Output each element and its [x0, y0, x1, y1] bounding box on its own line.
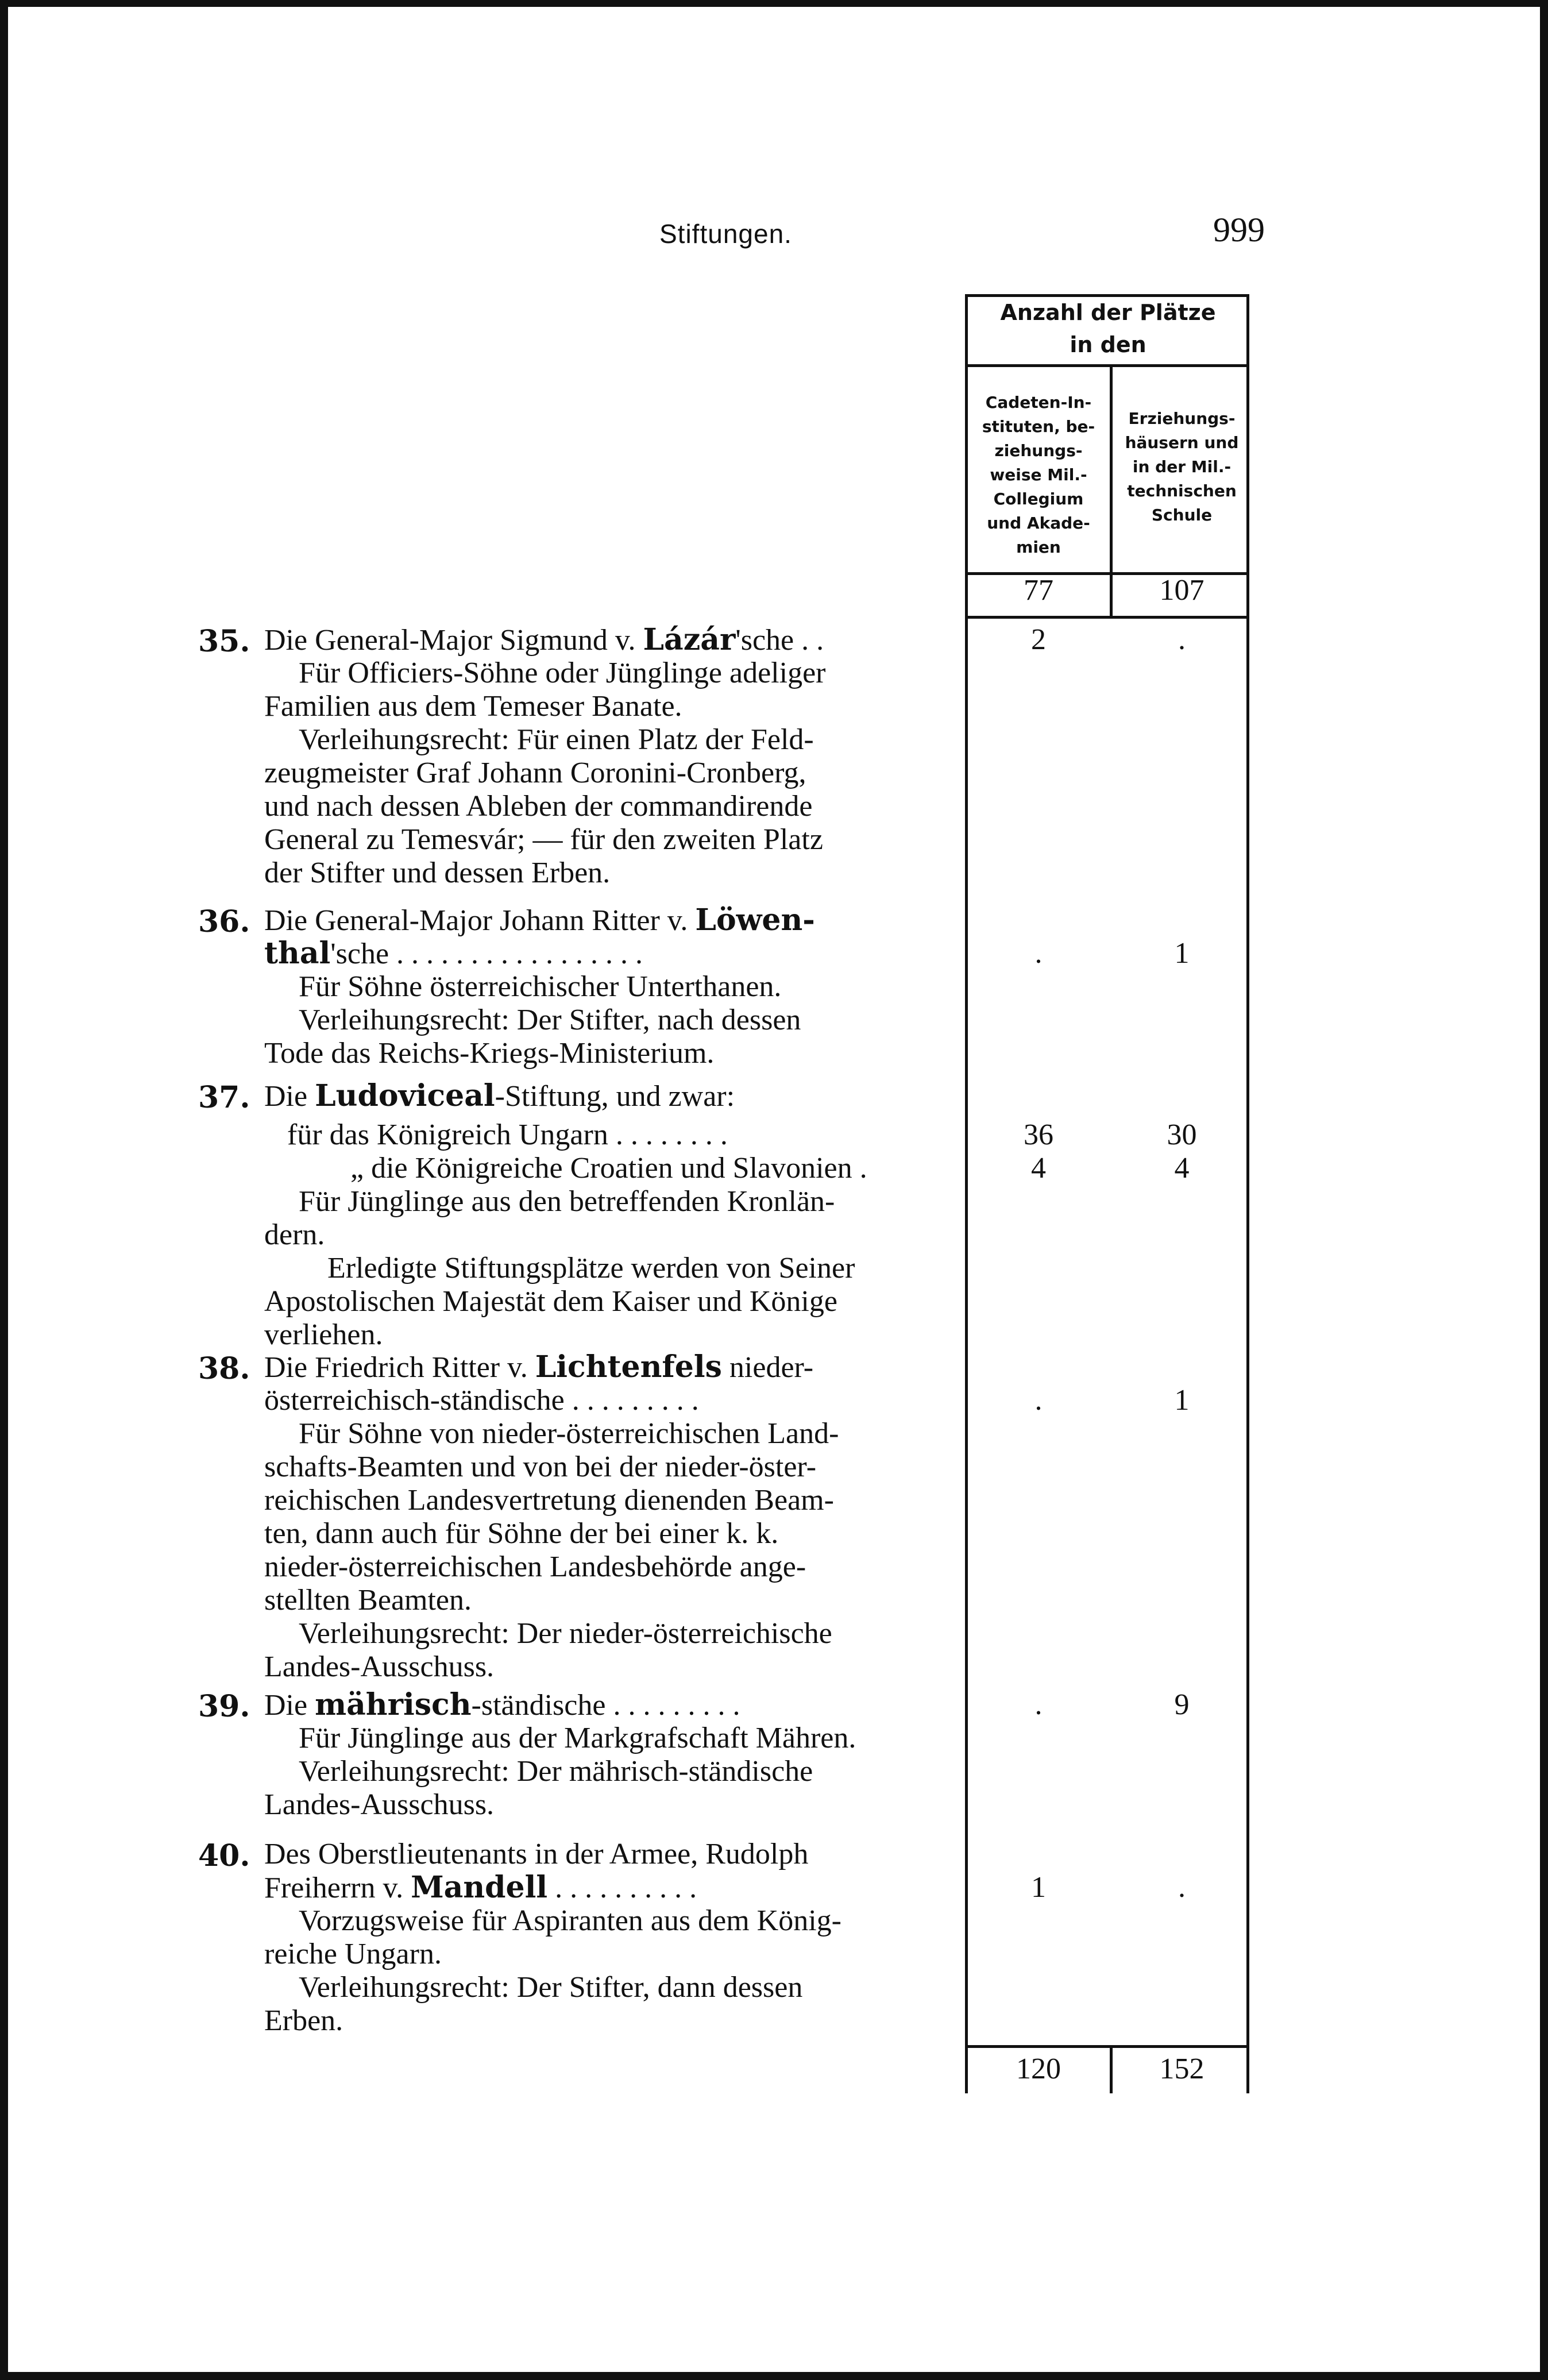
entry-37-line: Für Jünglinge aus den betreffenden Kronlän- [299, 1185, 835, 1218]
entry-37-line: dern. [264, 1218, 325, 1251]
entry-39-title: Die mährisch-ständische . . . . . . . . . [264, 1687, 740, 1722]
entry-39-line: Für Jünglinge aus der Markgrafschaft Mähren. [299, 1722, 856, 1754]
entry-37-line: Apostolischen Majestät dem Kaiser und Könige [264, 1285, 837, 1318]
entry-35-line: Für Officiers-Söhne oder Jünglinge adeliger [299, 657, 826, 689]
entry-40-a: 1 [1031, 1871, 1046, 1904]
entry-38-line: stellten Beamten. [264, 1584, 472, 1617]
entry-36-a: . [1034, 937, 1043, 970]
table-right-rule [1246, 294, 1249, 2093]
entry-38-line: nieder-österreichischen Landesbehörde ange- [264, 1550, 806, 1583]
entry-37-line: Erledigte Stiftungsplätze werden von Seiner [327, 1252, 855, 1284]
entry-36-b: 1 [1174, 937, 1190, 970]
entry-38-line: Verleihungsrecht: Der nieder-österreichische [299, 1617, 832, 1650]
header-rule [965, 364, 1249, 367]
entry-37-row2-a: 4 [1031, 1152, 1046, 1185]
entry-35-a: 2 [1031, 623, 1046, 656]
entry-36-line: Für Söhne österreichischer Unterthanen. [299, 970, 782, 1003]
entry-40-line: reiche Ungarn. [264, 1938, 442, 1970]
entry-38-title-cont: österreichisch-ständische . . . . . . . . . [264, 1384, 699, 1417]
entry-38-line: reichischen Landesvertretung dienenden Beam- [264, 1484, 834, 1517]
entry-40-line: Vorzugsweise für Aspiranten aus dem König- [299, 1904, 841, 1937]
entry-40-b: . [1178, 1871, 1186, 1904]
entry-37-line: verliehen. [264, 1318, 383, 1351]
scan-border-bottom [0, 2372, 1548, 2380]
entry-36-title: Die General-Major Johann Ritter v. Löwen- [264, 902, 815, 938]
table-header-col-b: Erziehungs- häusern und in der Mil.- technischen Schule [1125, 409, 1239, 524]
table-header-col-a: Cadeten-In- stituten, be- ziehungs- weise Mil.- Collegium und Akade- mien [982, 393, 1095, 557]
entry-38-line: ten, dann auch für Söhne der bei einer k. k. [264, 1517, 779, 1550]
totals-rule [965, 2045, 1249, 2048]
entry-number-40: 40. [198, 1838, 250, 1873]
entry-40-title: Des Oberstlieutenants in der Armee, Rudolph [264, 1838, 809, 1870]
entry-39-line: Landes-Ausschuss. [264, 1788, 495, 1821]
entry-38-line: Landes-Ausschuss. [264, 1650, 495, 1683]
scan-border-left [0, 0, 8, 2380]
carry-rule [965, 616, 1249, 619]
entry-37-row-ungarn: für das Königreich Ungarn . . . . . . . . [287, 1118, 728, 1151]
entry-35-line: Familien aus dem Temeser Banate. [264, 690, 682, 723]
entry-35-title: Die General-Major Sigmund v. Lázár'sche . . [264, 622, 824, 657]
carry-b: 107 [1159, 574, 1205, 607]
carry-a: 77 [1024, 574, 1053, 607]
entry-37-row-croatien: „ die Königreiche Croatien und Slavonien . [350, 1152, 867, 1185]
scan-border-top [0, 0, 1548, 7]
total-a: 120 [1016, 2053, 1061, 2085]
running-header: Stiftungen. [659, 219, 792, 249]
entry-number-38: 38. [198, 1351, 250, 1386]
entry-37-row1-b: 30 [1167, 1118, 1197, 1151]
entry-35-line: zeugmeister Graf Johann Coronini-Cronberg, [264, 757, 806, 789]
entry-37-title: Die Ludoviceal-Stiftung, und zwar: [264, 1078, 735, 1113]
page-number: 999 [1213, 211, 1265, 249]
entry-39-line: Verleihungsrecht: Der mährisch-ständische [299, 1755, 813, 1788]
table-left-rule [965, 294, 968, 2093]
entry-number-36: 36. [198, 904, 250, 939]
total-b: 152 [1159, 2053, 1205, 2085]
entry-38-a: . [1034, 1384, 1043, 1417]
table-header-main: Anzahl der Plätze in den [1000, 300, 1216, 357]
entry-35-line: und nach dessen Ableben der commandirende [264, 790, 813, 823]
entry-40-line: Erben. [264, 2004, 343, 2037]
entry-39-a: . [1034, 1688, 1043, 1721]
entry-37-row1-a: 36 [1024, 1118, 1053, 1151]
entry-number-37: 37. [198, 1080, 250, 1115]
entry-40-title-cont: Freiherrn v. Mandell . . . . . . . . . . [264, 1870, 697, 1905]
entry-36-line: Tode das Reichs-Kriegs-Ministerium. [264, 1037, 715, 1070]
entry-35-line: General zu Temesvár; — für den zweiten Platz [264, 823, 823, 856]
entry-35-b: . [1178, 623, 1186, 656]
scan-border-right [1540, 0, 1548, 2380]
entry-38-line: Für Söhne von nieder-österreichischen Land- [299, 1417, 839, 1450]
entry-36-title-cont: thal'sche . . . . . . . . . . . . . . . . . [264, 936, 643, 971]
entry-number-35: 35. [198, 624, 250, 659]
entry-38-b: 1 [1174, 1384, 1190, 1417]
entry-number-39: 39. [198, 1689, 250, 1724]
entry-39-b: 9 [1174, 1688, 1190, 1721]
entry-38-line: schafts-Beamten und von bei der nieder-öster- [264, 1451, 817, 1483]
entry-37-row2-b: 4 [1174, 1152, 1190, 1185]
entry-38-title: Die Friedrich Ritter v. Lichtenfels nieder- [264, 1349, 814, 1384]
entry-36-line: Verleihungsrecht: Der Stifter, nach dessen [299, 1004, 801, 1036]
entry-35-line: der Stifter und dessen Erben. [264, 857, 611, 889]
entry-40-line: Verleihungsrecht: Der Stifter, dann dessen [299, 1971, 803, 2004]
entry-35-line: Verleihungsrecht: Für einen Platz der Feld- [299, 723, 814, 756]
